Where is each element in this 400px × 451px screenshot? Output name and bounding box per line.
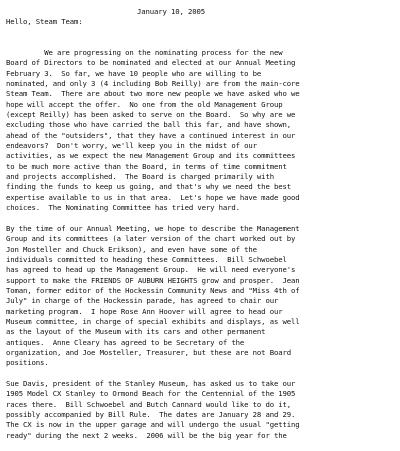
text-line: organization, and Joe Mosteller, Treasurer, but these are not Board	[6, 347, 291, 357]
text-line: expertise available to us in that area. Let's hope we have made good	[6, 192, 300, 202]
text-line: hope will accept the offer. No one from the old Management Group	[6, 99, 283, 109]
text-line: By the time of our Annual Meeting, we hope to describe the Management	[6, 223, 300, 233]
text-line: Jon Mosteller and Chuck Erikson), and even have some of the	[6, 244, 257, 254]
text-line: races there. Bill Schwoebel and Butch Cannard would like to do it,	[6, 399, 291, 409]
text-line: has agreed to head up the Management Group. He will need everyone's	[6, 265, 296, 275]
letter-paragraph	[6, 379, 400, 441]
text-line: as the layout of the Museum with its cars and other permanent	[6, 327, 266, 337]
text-line: 1905 Model CX Stanley to Ormond Beach for the Centennial of the 1905	[6, 389, 296, 399]
text-line: positions.	[6, 358, 49, 368]
letter-date: January 10, 2005	[137, 7, 206, 16]
text-line: to be much more active than the Board, in terms of time commitment	[6, 161, 287, 171]
text-line: antiques. Anne Cleary has agreed to be Secretary of the	[6, 337, 245, 347]
letter-greeting: Hello, Steam Team:	[6, 17, 83, 26]
text-line: We are progressing on the nominating process for the new	[6, 48, 283, 57]
letter-paragraph	[6, 224, 400, 369]
text-line: individuals committed to heading these Committees. Bill Schwoebel	[6, 254, 287, 264]
text-line: Museum committee, in charge of special exhibits and displays, as well	[6, 316, 300, 326]
text-line: activities, as we expect the new Management Group and its committees	[6, 151, 296, 161]
text-line: Steam Team. There are about two more new people we have asked who we	[6, 89, 300, 99]
text-line: ready" during the next 2 weeks. 2006 will be the big year for the	[6, 430, 287, 440]
text-line: possibly accompanied by Bill Rule. The dates are January 28 and 29.	[6, 410, 296, 420]
text-line: Sue Davis, president of the Stanley Museum, has asked us to take our	[6, 379, 296, 388]
text-line: ahead of the "outsiders", that they have a continued interest in our	[6, 130, 296, 140]
text-line: endeavors? Don't worry, we'll keep you in the midst of our	[6, 141, 257, 151]
text-line: February 3. So far, we have 10 people who are willing to be	[6, 68, 262, 78]
text-line: choices. The Nominating Committee has tried very hard.	[6, 203, 240, 213]
text-line: The CX is now in the upper garage and will undergo the usual "getting	[6, 420, 300, 430]
text-line: (except Reilly) has been asked to serve on the Board. So why are we	[6, 110, 296, 120]
text-line: Board of Directors to be nominated and elected at our Annual Meeting	[6, 58, 296, 68]
text-line: Toman, former editor of the Hockessin Community News and "Miss 4th of	[6, 285, 300, 295]
text-line: marketing program. I hope Rose Ann Hoover will agree to head our	[6, 306, 283, 316]
text-line: and projects accomplished. The Board is charged primarily with	[6, 172, 274, 182]
letter-paragraph	[6, 48, 400, 214]
text-line: support to make the FRIENDS OF AUBURN HEIGHTS grow and prosper. Jean	[6, 275, 300, 285]
text-line: finding the funds to keep us going, and that's why we need the best	[6, 182, 291, 192]
text-line: excluding those who have carried the ball this far, and have shown,	[6, 120, 291, 130]
text-line: Group and its committees (a later version of the chart worked out by	[6, 234, 296, 244]
text-line: July" in charge of the Hockessin parade, has agreed to chair our	[6, 296, 279, 306]
letter-body	[6, 48, 400, 451]
text-line: nominated, and only 3 (4 including Bob Reilly) are from the main-core	[6, 79, 300, 89]
